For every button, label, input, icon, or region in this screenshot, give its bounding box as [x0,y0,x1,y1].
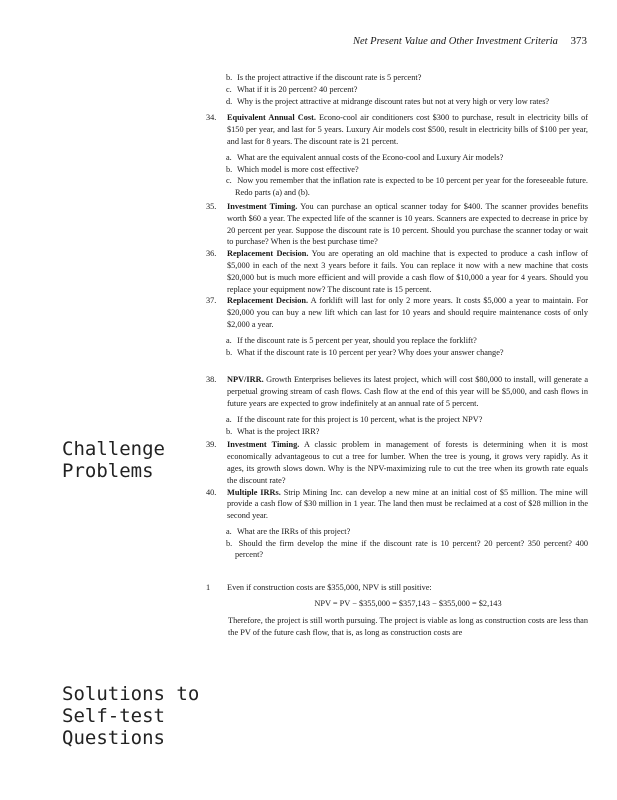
q34-part-b: b. Which model is more cost effective? [226,164,359,174]
problem-39: 39. Investment Timing. A classic problem in management of forests is determining when it is most economically advantageous to cut a tree for lumber. When the tree is young, it grows very rapidly. As it ages, its growth slows down. Why is the NPV-maximizing rule to cut the tree when its growth rate equals the discount rate? [206,440,588,485]
problem-34: 34. Equivalent Annual Cost. Econo-cool air conditioners cost $300 to purchase, result in electricity bills of $150 per year, and last for 5 years. Luxury Air models cost $500, result in electricity bills of $100 per year, and last for 8 years. The discount rate is 21 percent. [206,113,588,146]
q33-part-b: b. Is the project attractive if the discount rate is 5 percent? [226,73,422,82]
q34-part-c: c. Now you remember that the inflation rate is expected to be 10 percent per year for the foreseeable future. Redo parts (a) and (b). [226,176,589,198]
q38-part-a: a. If the discount rate for this project is 10 percent, what is the project NPV? [226,414,483,424]
solutions-heading-line-3: Questions [62,727,165,749]
problem-36: 36. Replacement Decision. You are operating an old machine that is expected to produce a cash inflow of $5,000 in each of the next 3 years before it fails. You can replace it now with a new machine that costs $20,000 but is much more efficient and will provide a cash flow of $10,000 a year for 4 years. Should you replace your equipment now? The discount rate is 15 percent. [206,249,588,294]
challenge-heading-line-1: Challenge [62,438,165,460]
solutions-heading [62,683,199,749]
q38-part-b: b. What is the project IRR? [226,426,320,436]
problem-37: 37. Replacement Decision. A forklift will last for only 2 more years. It costs $5,000 a year to maintain. For $20,000 you can buy a new lift which can last for 10 years and should require maintenance costs of only $2,000 a year. [206,296,589,329]
page-number: 373 [570,35,587,47]
q40-part-b: b. Should the firm develop the mine if the discount rate is 10 percent? 20 percent? 350 percent? 400 percent? [226,538,589,560]
q33-part-d: d. Why is the project attractive at midrange discount rates but not at very high or very low rates? [226,96,550,106]
solution-1: 1 Even if construction costs are $355,000, NPV is still positive: [206,583,432,593]
problems-content [206,72,588,638]
q33-part-c: c. What if it is 20 percent? 40 percent? [226,84,358,94]
challenge-heading-line-2: Problems [62,460,154,482]
running-head-title: Net Present Value and Other Investment Criteria [352,36,558,47]
problem-38: 38. NPV/IRR. Growth Enterprises believes its latest project, which will cost $80,000 to install, will generate a perpetual growing stream of cash flows. Cash flow at the end of this year will be $5,000, and cash flows in future years are expected to grow indefinitely at an annual rate of 5 percent. [206,375,588,408]
solution-1-conclusion: Therefore, the project is still worth pursuing. The project is viable as long as construction costs are less than the PV of the future cash flow, that is, as long as construction costs are [228,615,588,637]
challenge-problems-heading [62,438,165,482]
running-head [353,35,587,47]
q40-part-a: a. What are the IRRs of this project? [226,526,351,536]
q37-part-b: b. What if the discount rate is 10 percent per year? Why does your answer change? [226,347,504,357]
solution-1-equation: NPV = PV − $355,000 = $357,143 − $355,000 = $2,143 [314,599,502,609]
solutions-heading-line-2: Self-test [62,705,165,727]
problem-35: 35. Investment Timing. You can purchase an optical scanner today for $400. The scanner provides benefits worth $60 a year. The expected life of the scanner is 10 years. Scanners are expected to decrease in price by 20 percent per year. Suppose the discount rate is 10 percent. Should you purchase the scanner today or wait to purchase? When is the best purchase time? [206,201,588,247]
problem-40: 40. Multiple IRRs. Strip Mining Inc. can develop a new mine at an initial cost of $5 million. The mine will provide a cash flow of $30 million in 1 year. The land then must be reclaimed at a cost of $28 million in the second year. [206,487,588,521]
solutions-heading-line-1: Solutions to [62,683,200,705]
q37-part-a: a. If the discount rate is 5 percent per year, should you replace the forklift? [226,335,477,345]
q34-part-a: a. What are the equivalent annual costs of the Econo-cool and Luxury Air models? [226,152,504,162]
